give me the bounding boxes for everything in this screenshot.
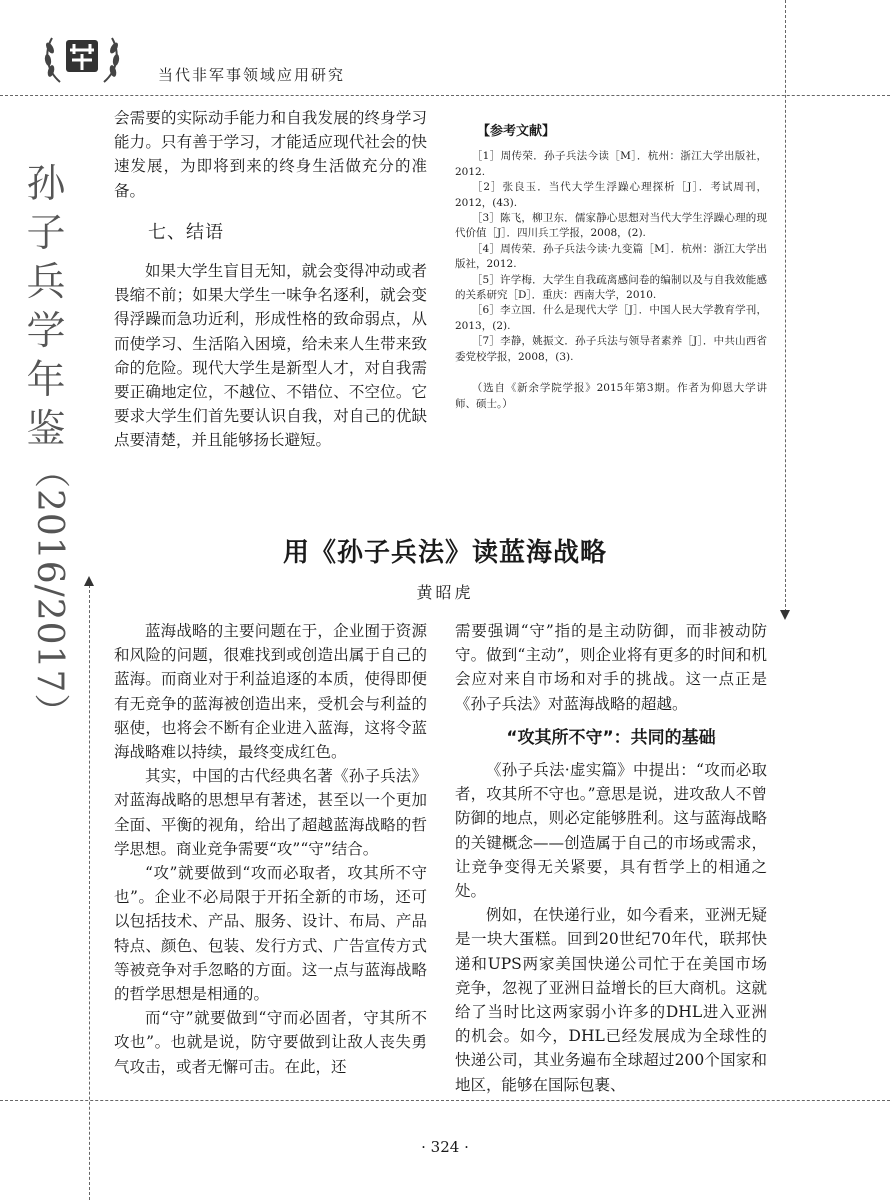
reference-item: ［7］李静，姚振文．孙子兵法与领导者素养［J］．中共山西省委党校学报，2008，(3). [455,335,767,363]
down-arrow-icon [780,610,790,620]
title-char: 鉴 [26,407,66,452]
reference-item: ［6］李立国．什么是现代大学［J］．中国人民大学教育学刊，2013，(2). [455,304,767,332]
paragraph: 例如，在快递行业，如今看来，亚洲无疑是一块大蛋糕。回到20世纪70年代，联邦快递和UPS两家美国快递公司忙于在美国市场竞争，忽视了亚洲日益增长的巨大商机。这就给了当时比这两家弱小许多的DHL进入亚洲的机会。如今，DHL已经发展成为全球性的快递公司，其业务遍布全球超过200个国家和地区，能够在国际包裹、 [455,906,767,1094]
article-title: 用《孙子兵法》读蓝海战略 [282,538,607,568]
yearbook-year: （2016/2017） [29,452,70,731]
left-margin-rule [89,585,90,1200]
page-number: · 324 · [421,1138,469,1156]
title-char: 子 [26,211,66,256]
yearbook-title-vertical [20,160,72,454]
paragraph: “攻”就要做到“攻而必取者，攻其所不守也”。企业不必局限于开拓全新的市场，还可以包括技术、产品、服务、设计、布局、产品特点、颜色、包装、发行方式、广告宣传方式等被竞争对手忽略的方面。这一点与蓝海战略的哲学思想是相通的。 [114,864,427,1004]
reference-item: ［4］周传荣．孙子兵法今读·九变篇［M］．杭州：浙江大学出版社，2012. [455,242,767,271]
journal-logo [38,20,126,92]
references-column [455,124,767,412]
paragraph: 如果大学生盲目无知，就会变得冲动或者畏缩不前；如果大学生一味争名逐利，就会变得浮躁而急功近利，形成性格的致命弱点，从而使学习、生活陷入困境，给未来人生带来致命的危险。现代大学生是新型人才，对自我需要正确地定位，不越位、不错位、不空位。它要求大学生们首先要认识自我，对自己的优缺点要清楚，并且能够扬长避短。 [114,262,427,450]
journal-title: 当代非军事领域应用研究 [158,66,346,84]
footer-rule [0,1100,890,1101]
reference-item: ［1］周传荣．孙子兵法今读［M］．杭州：浙江大学出版社，2012. [455,150,767,178]
title-char: 学 [26,309,66,354]
paragraph: 而“守”就要做到“守而必固者，守其所不攻也”。也就是说，防守要做到让敌人丧失勇气攻击，或者无懈可击。在此，还 [114,1009,427,1076]
title-char: 年 [26,358,66,403]
paragraph: 《孙子兵法·虚实篇》中提出：“攻而必取者，攻其所不守也。”意思是说，进攻敌人不曾防御的地点，则必定能够胜利。这与蓝海战略的关键概念——创造属于自己的市场或需求，让竞争变得无关紧要，具有哲学上的相通之处。 [455,761,767,901]
paragraph: 蓝海战略的主要问题在于，企业囿于资源和风险的问题，很难找到或创造出属于自己的蓝海。而商业对于利益追逐的本质，使得即便有无竞争的蓝海被创造出来，受机会与利益的驱使，也将会不断有企业进入蓝海，这将令蓝海战略难以持续，最终变成红色。 [114,622,427,762]
title-char: 兵 [26,260,66,305]
section-heading: 七、结语 [148,221,224,243]
article-subheading: “攻其所不守”：共同的基础 [506,727,716,748]
header-rule [0,95,890,96]
paragraph: 需要强调“守”指的是主动防御，而非被动防守。做到“主动”，则企业将有更多的时间和机会应对来自市场和对手的挑战。这一点正是《孙子兵法》对蓝海战略的超越。 [455,622,767,713]
previous-article-column [114,106,427,453]
source-note: （选自《新余学院学报》2015年第3期。作者为仰恩大学讲师、硕士。） [455,382,767,410]
article-right-column [455,619,767,1097]
reference-item: ［3］陈飞，柳卫东．儒家静心思想对当代大学生浮躁心理的现代价值［J］．四川兵工学报，2008，(2). [455,212,767,240]
paragraph: 会需要的实际动手能力和自我发展的终身学习能力。只有善于学习，才能适应现代社会的快速发展，为即将到来的终身生活做充分的准备。 [114,109,427,200]
article-left-column [114,619,427,1079]
references-heading: 【参考文献】 [477,124,556,139]
paragraph: 其实，中国的古代经典名著《孙子兵法》对蓝海战略的思想早有著述，甚至以一个更加全面、平衡的视角，给出了超越蓝海战略的哲学思想。商业竞争需要“攻”“守”结合。 [114,767,427,858]
reference-item: ［5］许学梅．大学生自我疏离感问卷的编制以及与自我效能感的关系研究［D］．重庆：西南大学，2010. [455,273,767,302]
title-char: 孙 [26,162,66,207]
right-margin-rule [785,0,786,612]
reference-item: ［2］张良玉．当代大学生浮躁心理探析［J］．考试周刊，2012，(43). [455,181,767,209]
article-author: 黄昭虎 [416,583,474,602]
